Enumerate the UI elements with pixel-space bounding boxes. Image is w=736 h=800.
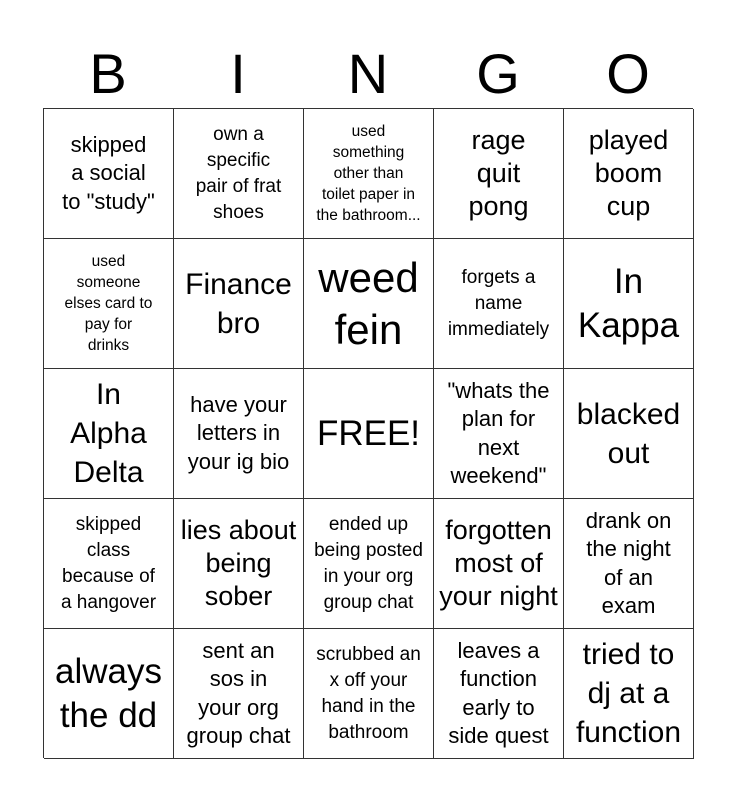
- cell-text: In Kappa: [577, 261, 680, 345]
- bingo-cell[interactable]: [304, 629, 434, 759]
- bingo-cell[interactable]: [44, 499, 174, 629]
- header-letter-i: I: [230, 42, 246, 105]
- bingo-cell[interactable]: [304, 239, 434, 369]
- cell-text: always the dd: [55, 651, 162, 735]
- free-space-cell[interactable]: [304, 369, 434, 499]
- cell-text: played boom cup: [588, 125, 669, 221]
- cell-text: own a specific pair of frat shoes: [195, 123, 282, 223]
- cell-text: forgotten most of your night: [439, 515, 558, 611]
- bingo-cell[interactable]: [434, 499, 564, 629]
- bingo-cell[interactable]: [564, 239, 694, 369]
- bingo-cell[interactable]: [434, 109, 564, 239]
- bingo-cell[interactable]: [44, 239, 174, 369]
- cell-text: leaves a function early to side quest: [448, 637, 549, 748]
- bingo-cell[interactable]: [564, 499, 694, 629]
- bingo-cell[interactable]: [44, 369, 174, 499]
- bingo-cell[interactable]: [174, 499, 304, 629]
- cell-text: weed fein: [318, 253, 419, 353]
- cell-text: In Alpha Delta: [70, 378, 147, 489]
- cell-text: skipped class because of a hangover: [60, 513, 157, 613]
- bingo-cell[interactable]: [434, 239, 564, 369]
- cell-text: drank on the night of an exam: [585, 507, 672, 618]
- cell-text: used someone elses card to pay for drinks: [64, 253, 153, 354]
- bingo-cell[interactable]: [434, 369, 564, 499]
- bingo-cell[interactable]: [304, 109, 434, 239]
- header-letter-o: O: [606, 42, 650, 105]
- cell-text: rage quit pong: [468, 125, 529, 221]
- cell-text: forgets a name immediately: [447, 266, 550, 340]
- bingo-cell[interactable]: [174, 109, 304, 239]
- cell-text: sent an sos in your org group chat: [186, 637, 291, 748]
- bingo-cell[interactable]: [174, 369, 304, 499]
- header-letter-g: G: [476, 42, 520, 105]
- bingo-cell[interactable]: [564, 109, 694, 239]
- bingo-cell[interactable]: [44, 629, 174, 759]
- bingo-cell[interactable]: [304, 499, 434, 629]
- cell-text: "whats the plan for next weekend": [447, 377, 550, 488]
- cell-text: blacked out: [576, 397, 681, 470]
- cell-text: skipped a social to "study": [62, 131, 155, 214]
- header-letter-n: N: [347, 42, 389, 105]
- cell-text: FREE!: [316, 413, 421, 453]
- bingo-cell[interactable]: [44, 109, 174, 239]
- bingo-header: [43, 38, 693, 110]
- header-letter-b: B: [89, 42, 127, 105]
- bingo-cell[interactable]: [434, 629, 564, 759]
- bingo-grid: [43, 108, 693, 758]
- cell-text: used something other than toilet paper in the bathroom...: [316, 123, 421, 224]
- cell-text: tried to dj at a function: [575, 638, 682, 749]
- cell-text: Finance bro: [185, 267, 292, 340]
- bingo-cell[interactable]: [174, 239, 304, 369]
- bingo-cell[interactable]: [174, 629, 304, 759]
- bingo-cell[interactable]: [564, 369, 694, 499]
- cell-text: scrubbed an x off your hand in the bathroom: [316, 643, 421, 743]
- cell-text: have your letters in your ig bio: [187, 391, 290, 474]
- bingo-cell[interactable]: [564, 629, 694, 759]
- cell-text: lies about being sober: [180, 515, 297, 611]
- cell-text: ended up being posted in your org group chat: [314, 513, 423, 613]
